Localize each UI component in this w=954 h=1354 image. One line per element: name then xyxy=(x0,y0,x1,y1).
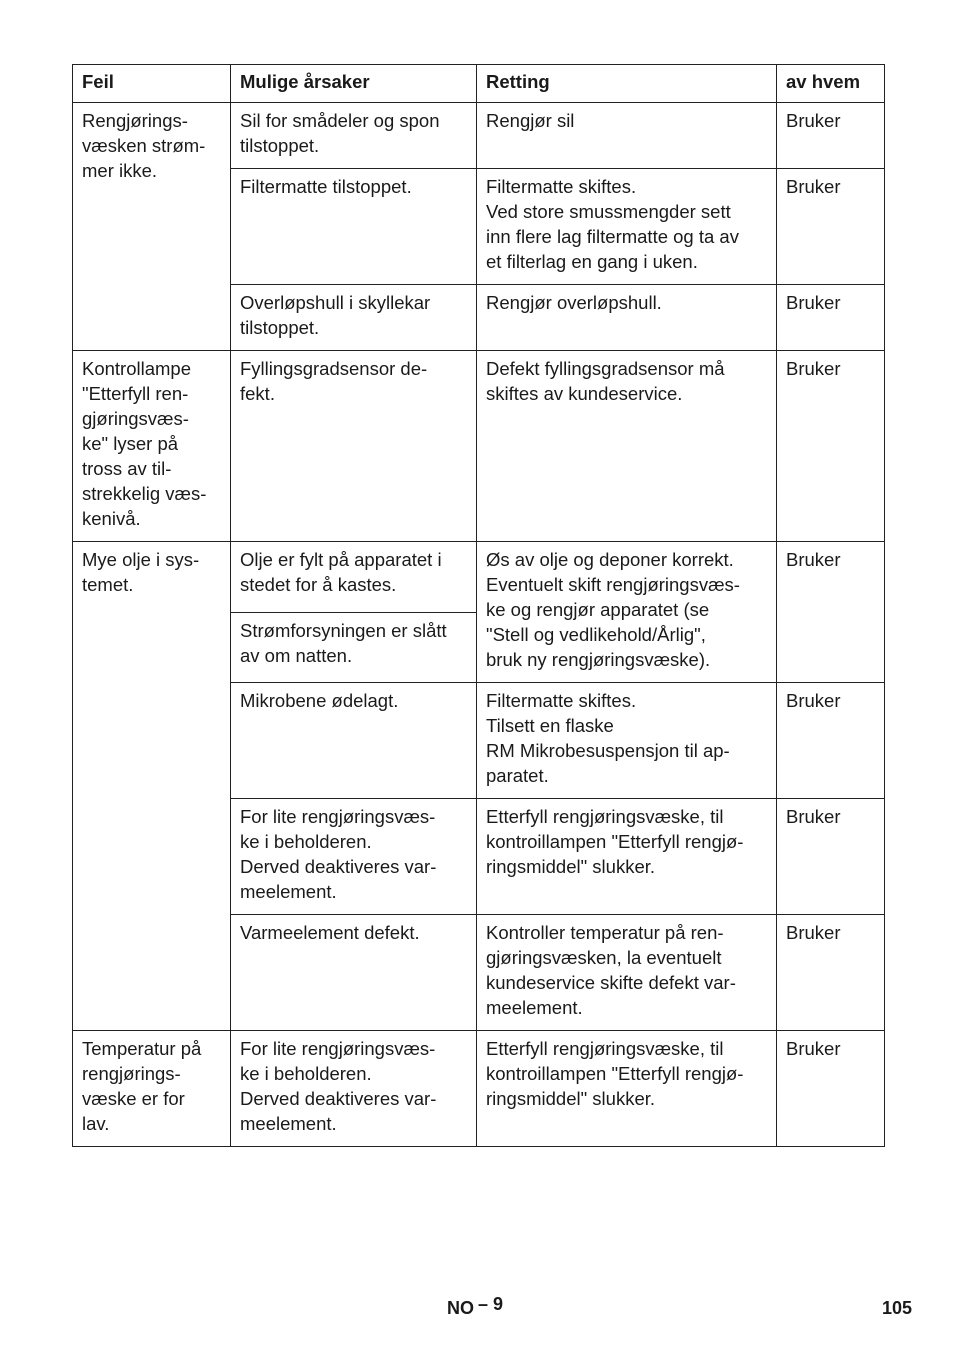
by-whom-cell: Bruker xyxy=(777,683,885,799)
remedy-cell: Filtermatte skiftes. Tilsett en flaske RM Mikrobesuspensjon til ap- paratet. xyxy=(477,683,777,799)
header-fault: Feil xyxy=(73,65,231,103)
table-row xyxy=(73,542,885,613)
footer-section-label xyxy=(447,1294,504,1319)
header-by-whom: av hvem xyxy=(777,65,885,103)
fault-cell: Rengjørings- væsken strøm- mer ikke. xyxy=(73,103,231,351)
table-row xyxy=(73,103,885,169)
header-remedy: Retting xyxy=(477,65,777,103)
table-row xyxy=(73,1031,885,1147)
table-header-row xyxy=(73,65,885,103)
cause-cell: Varmeelement defekt. xyxy=(231,915,477,1031)
by-whom-cell: Bruker xyxy=(777,1031,885,1147)
page-number: 105 xyxy=(881,1298,912,1318)
by-whom-cell: Bruker xyxy=(777,799,885,915)
by-whom-cell: Bruker xyxy=(777,169,885,285)
remedy-cell: Defekt fyllingsgradsensor må skiftes av kundeservice. xyxy=(477,351,777,542)
by-whom-cell: Bruker xyxy=(777,103,885,169)
by-whom-cell: Bruker xyxy=(777,285,885,351)
cause-cell: Strømforsyningen er slått av om natten. xyxy=(231,612,477,683)
remedy-cell: Øs av olje og deponer korrekt. Eventuelt skift rengjøringsvæs- ke og rengjør apparatet (se "Stell og vedlikehold/Årlig", bruk ny rengjøringsvæske). xyxy=(477,542,777,683)
fault-cell: Mye olje i sys- temet. xyxy=(73,542,231,1031)
cause-cell: Olje er fylt på apparatet i stedet for å kastes. xyxy=(231,542,477,613)
table-row xyxy=(73,351,885,542)
cause-cell: Mikrobene ødelagt. xyxy=(231,683,477,799)
cause-cell: For lite rengjøringsvæs- ke i beholderen. Derved deaktiveres var- meelement. xyxy=(231,799,477,915)
remedy-cell: Rengjør sil xyxy=(477,103,777,169)
troubleshooting-table xyxy=(72,64,885,1147)
remedy-cell: Filtermatte skiftes. Ved store smussmengder sett inn flere lag filtermatte og ta av et filterlag en gang i uken. xyxy=(477,169,777,285)
fault-cell: Kontrollampe "Etterfyll ren- gjøringsvæs- ke" lyser på tross av til- strekkelig væs- kenivå. xyxy=(73,351,231,542)
header-causes: Mulige årsaker xyxy=(231,65,477,103)
cause-cell: Filtermatte tilstoppet. xyxy=(231,169,477,285)
remedy-cell: Etterfyll rengjøringsvæske, til kontroillampen "Etterfyll rengjø- ringsmiddel" slukker. xyxy=(477,799,777,915)
by-whom-cell: Bruker xyxy=(777,915,885,1031)
fault-cell: Temperatur på rengjørings- væske er for lav. xyxy=(73,1031,231,1147)
remedy-cell: Etterfyll rengjøringsvæske, til kontroillampen "Etterfyll rengjø- ringsmiddel" slukker. xyxy=(477,1031,777,1147)
remedy-cell: Rengjør overløpshull. xyxy=(477,285,777,351)
by-whom-cell: Bruker xyxy=(777,351,885,542)
remedy-cell: Kontroller temperatur på ren- gjøringsvæsken, la eventuelt kundeservice skifte defekt var- meelement. xyxy=(477,915,777,1031)
cause-cell: For lite rengjøringsvæs- ke i beholderen. Derved deaktiveres var- meelement. xyxy=(231,1031,477,1147)
cause-cell: Overløpshull i skyllekar tilstoppet. xyxy=(231,285,477,351)
footer-section-page: – 9 xyxy=(478,1294,504,1314)
cause-cell: Sil for smådeler og spon tilstoppet. xyxy=(231,103,477,169)
by-whom-cell: Bruker xyxy=(777,542,885,683)
footer-language-code: NO xyxy=(447,1298,474,1318)
cause-cell: Fyllingsgradsensor de- fekt. xyxy=(231,351,477,542)
